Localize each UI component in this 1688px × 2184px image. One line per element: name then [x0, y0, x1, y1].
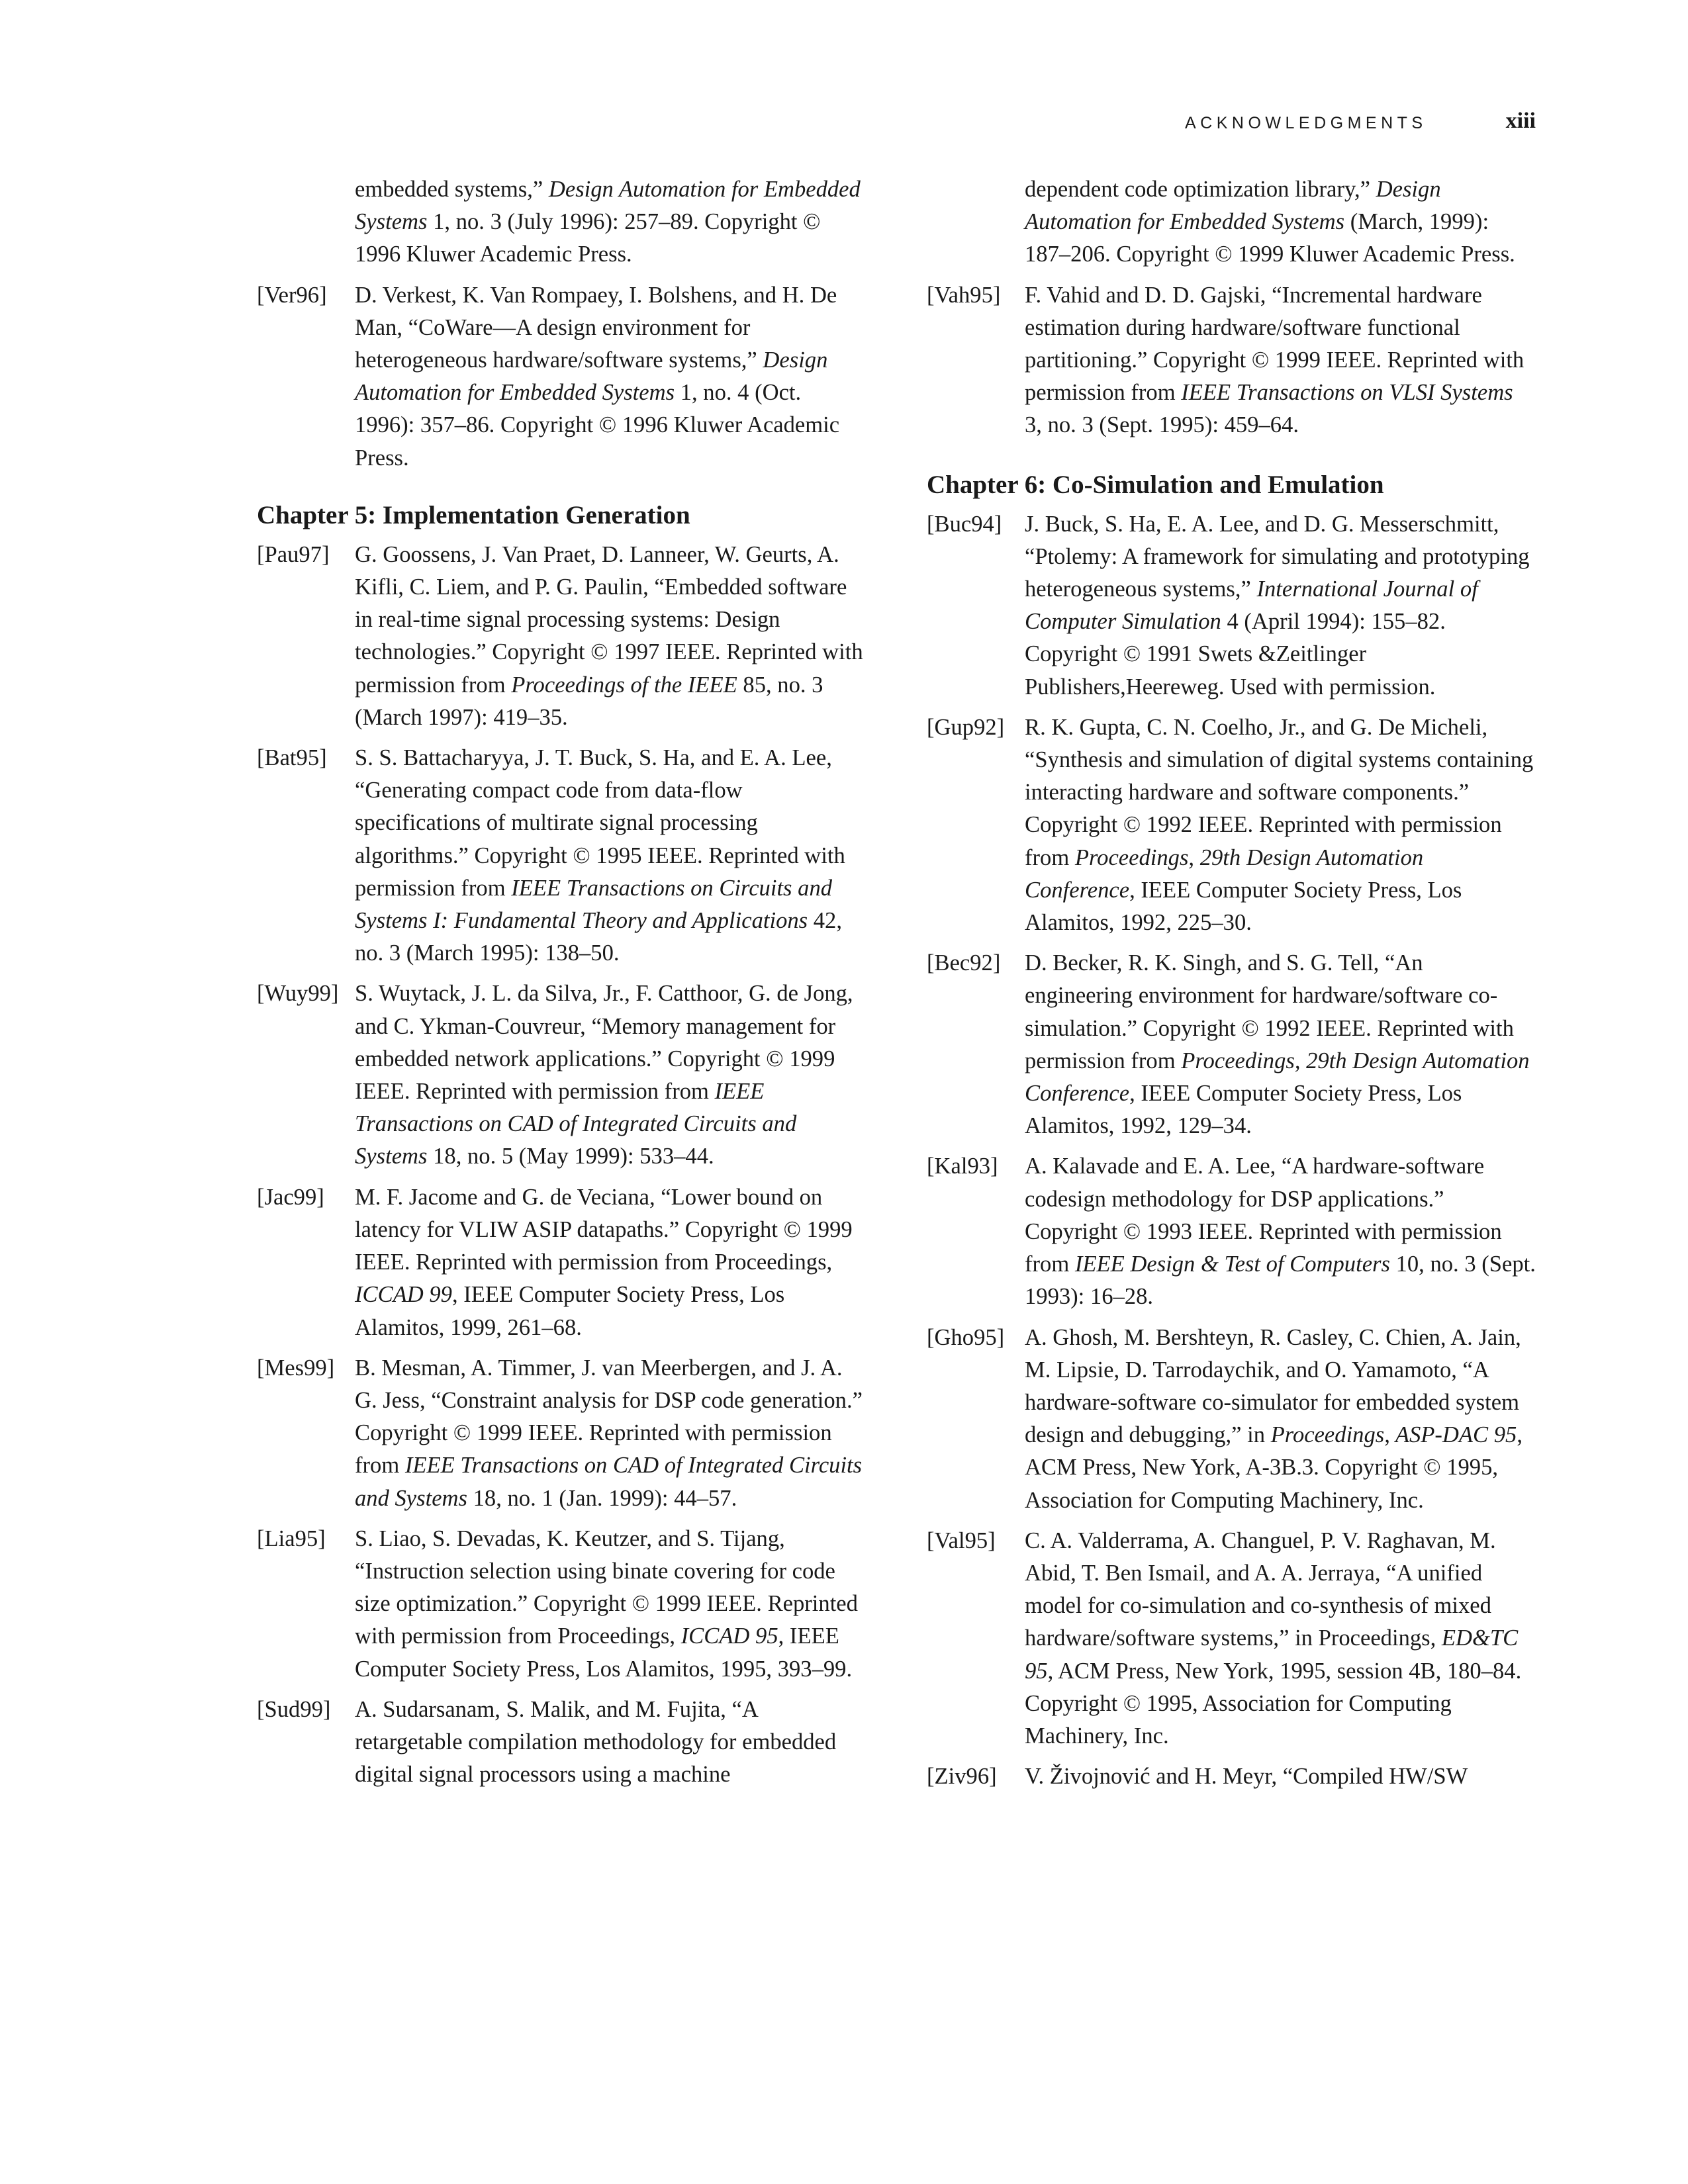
reference-text: A. Sudarsanam, S. Malik, and M. Fujita, “A retargetable compilation methodology for embedded digital signal processors using a machine	[355, 1696, 837, 1788]
reference-text: J. Buck, S. Ha, E. A. Lee, and D. G. Messerschmitt, “Ptolemy: A framework for simulating and prototyping heterogeneous systems,” International Journal of Computer Simulation 4 (April 1994): 155–82. Copyright © 1991 Swets &Zeitlinger Publishers,Heereweg. Used with permission.	[1025, 511, 1530, 700]
reference-entry	[927, 279, 1536, 442]
reference-text: C. A. Valderrama, A. Changuel, P. V. Raghavan, M. Abid, T. Ben Ismail, and A. A. Jerraya, “A unified model for co-simulation and co-synthesis of mixed hardware/software systems,” in Proceedings, ED&TC 95, ACM Press, New York, 1995, session 4B, 180–84. Copyright © 1995, Association for Computing Machinery, Inc.	[1025, 1527, 1522, 1749]
left-column	[257, 173, 866, 1799]
page-header	[1185, 111, 1536, 144]
reference-tag: [Ver96]	[257, 282, 327, 308]
reference-list-before	[927, 279, 1536, 442]
reference-tag: [Jac99]	[257, 1184, 324, 1210]
reference-entry	[257, 279, 866, 475]
reference-text: D. Becker, R. K. Singh, and S. G. Tell, “An engineering environment for hardware/software co-simulation.” Copyright © 1992 IEEE. Reprinted with permission from Proceedings, 29th Design Automation Conference, IEEE Computer Society Press, Los Alamitos, 1992, 129–34.	[1025, 950, 1530, 1139]
reference-entry	[927, 947, 1536, 1142]
reference-text: D. Verkest, K. Van Rompaey, I. Bolshens, and H. De Man, “CoWare—A design environment for heterogeneous hardware/software systems,” Design Automation for Embedded Systems 1, no. 4 (Oct. 1996): 357–86. Copyright © 1996 Kluwer Academic Press.	[355, 282, 840, 471]
reference-tag: [Bec92]	[927, 950, 1001, 976]
reference-list-chapter-6	[927, 508, 1536, 1794]
reference-entry	[257, 1352, 866, 1515]
reference-entry	[927, 1322, 1536, 1517]
reference-tag: [Mes99]	[257, 1355, 335, 1381]
reference-tag: [Lia95]	[257, 1525, 326, 1551]
reference-tag: [Val95]	[927, 1527, 996, 1553]
reference-text: R. K. Gupta, C. N. Coelho, Jr., and G. De Micheli, “Synthesis and simulation of digital systems containing interacting hardware and software components.” Copyright © 1992 IEEE. Reprinted with permission from Proceedings, 29th Design Automation Conference, IEEE Computer Society Press, Los Alamitos, 1992, 225–30.	[1025, 714, 1534, 936]
reference-text: S. Wuytack, J. L. da Silva, Jr., F. Catthoor, G. de Jong, and C. Ykman-Couvreur, “Memory management for embedded network applications.” Copyright © 1999 IEEE. Reprinted with permission from IEEE Transactions on CAD of Integrated Circuits and Systems 18, no. 5 (May 1999): 533–44.	[355, 981, 853, 1169]
reference-text: S. S. Battacharyya, J. T. Buck, S. Ha, and E. A. Lee, “Generating compact code from data-flow specifications of multirate signal processing algorithms.” Copyright © 1995 IEEE. Reprinted with permission from IEEE Transactions on Circuits and Systems I: Fundamental Theory and Applications 42, no. 3 (March 1995): 138–50.	[355, 745, 845, 966]
reference-continuation: embedded systems,” Design Automation for Embedded Systems 1, no. 3 (July 1996): 257–89. Copyright © 1996 Kluwer Academic Press.	[355, 177, 861, 267]
reference-tag: [Gup92]	[927, 714, 1005, 740]
reference-text: V. Živojnović and H. Meyr, “Compiled HW/SW	[1025, 1764, 1468, 1790]
reference-entry	[927, 508, 1536, 704]
page-number: xiii	[1505, 109, 1536, 133]
reference-entry	[927, 1525, 1536, 1752]
reference-tag: [Pau97]	[257, 541, 330, 567]
reference-entry	[257, 742, 866, 970]
reference-text: A. Kalavade and E. A. Lee, “A hardware-software codesign methodology for DSP applications.” Copyright © 1993 IEEE. Reprinted with permission from IEEE Design & Test of Computers 10, no. 3 (Sept. 1993): 16–28.	[1025, 1154, 1536, 1310]
reference-tag: [Vah95]	[927, 282, 1001, 308]
reference-continuation: dependent code optimization library,” Design Automation for Embedded Systems (March, 1999): 187–206. Copyright © 1999 Kluwer Academic Press.	[1025, 177, 1515, 267]
reference-entry	[257, 1523, 866, 1686]
reference-text: A. Ghosh, M. Bershteyn, R. Casley, C. Chien, A. Jain, M. Lipsie, D. Tarrodaychik, and O. Yamamoto, “A hardware-software co-simulator for embedded system design and debugging,” in Proceedings, ASP-DAC 95, ACM Press, New York, A-3B.3. Copyright © 1995, Association for Computing Machinery, Inc.	[1025, 1324, 1523, 1513]
reference-entry	[257, 1181, 866, 1344]
reference-tag: [Gho95]	[927, 1324, 1005, 1350]
reference-tag: [Sud99]	[257, 1696, 331, 1722]
reference-tag: [Bat95]	[257, 745, 327, 771]
reference-entry	[257, 1694, 866, 1792]
chapter-6-heading: Chapter 6: Co-Simulation and Emulation	[927, 470, 1384, 499]
running-head: ACKNOWLEDGMENTS	[1185, 114, 1427, 132]
reference-entry	[257, 978, 866, 1173]
reference-list-before	[257, 279, 866, 475]
reference-entry	[927, 711, 1536, 939]
reference-text: S. Liao, S. Devadas, K. Keutzer, and S. Tijang, “Instruction selection using binate covering for code size optimization.” Copyright © 1999 IEEE. Reprinted with permission from Proceedings, ICCAD 95, IEEE Computer Society Press, Los Alamitos, 1995, 393–99.	[355, 1525, 858, 1682]
reference-list-chapter-5	[257, 539, 866, 1792]
reference-text: M. F. Jacome and G. de Veciana, “Lower bound on latency for VLIW ASIP datapaths.” Copyright © 1999 IEEE. Reprinted with permission from Proceedings, ICCAD 99, IEEE Computer Society Press, Los Alamitos, 1999, 261–68.	[355, 1184, 853, 1340]
right-column	[927, 173, 1536, 1801]
reference-text: B. Mesman, A. Timmer, J. van Meerbergen, and J. A. G. Jess, “Constraint analysis for DSP code generation.” Copyright © 1999 IEEE. Reprinted with permission from IEEE Transactions on CAD of Integrated Circuits and Systems 18, no. 1 (Jan. 1999): 44–57.	[355, 1355, 863, 1511]
reference-entry	[927, 1150, 1536, 1313]
reference-entry	[927, 1760, 1536, 1793]
reference-text: G. Goossens, J. Van Praet, D. Lanneer, W. Geurts, A. Kifli, C. Liem, and P. G. Paulin, “Embedded software in real-time signal processing systems: Design technologies.” Copyright © 1997 IEEE. Reprinted with permission from Proceedings of the IEEE 85, no. 3 (March 1997): 419–35.	[355, 541, 863, 730]
reference-text: F. Vahid and D. D. Gajski, “Incremental hardware estimation during hardware/software functional partitioning.” Copyright © 1999 IEEE. Reprinted with permission from IEEE Transactions on VLSI Systems 3, no. 3 (Sept. 1995): 459–64.	[1025, 282, 1524, 438]
reference-tag: [Wuy99]	[257, 981, 339, 1007]
reference-entry	[257, 539, 866, 734]
reference-tag: [Ziv96]	[927, 1764, 997, 1790]
reference-tag: [Buc94]	[927, 511, 1002, 537]
chapter-5-heading: Chapter 5: Implementation Generation	[257, 500, 690, 529]
reference-tag: [Kal93]	[927, 1154, 998, 1179]
